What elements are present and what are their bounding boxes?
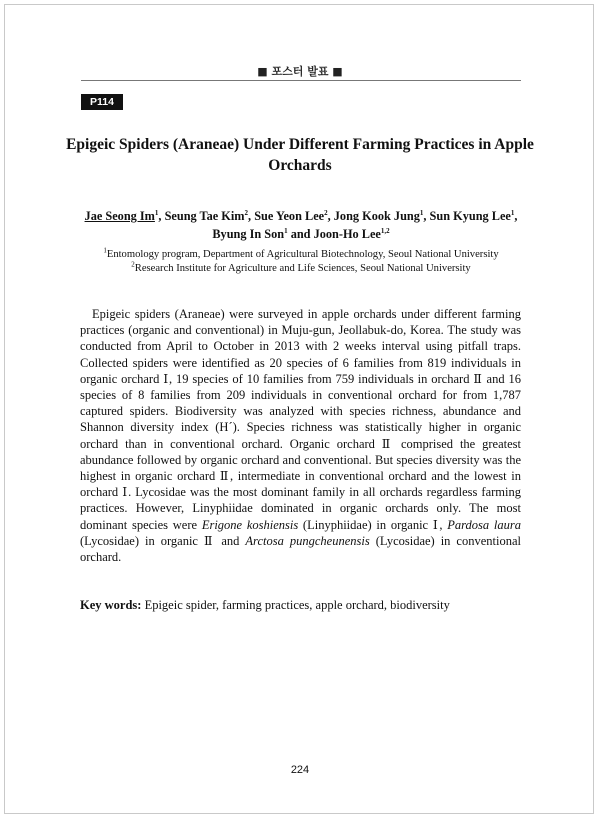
abstract-text: (Lycosidae) in conventional orchard. — [80, 533, 521, 565]
author-affiliation-marker: 1 — [284, 226, 288, 235]
author-name: Sue Yeon Lee — [254, 209, 325, 223]
author-list — [66, 207, 536, 243]
author-name: Seung Tae Kim — [164, 209, 245, 223]
paper-title: Epigeic Spiders (Araneae) Under Different Farming Practices in Apple Orchards — [66, 136, 534, 174]
poster-id-badge: P114 — [81, 94, 123, 110]
author-affiliation-marker: 2 — [324, 208, 328, 217]
abstract-text: (Linyphiidae) in organic Ⅰ, — [298, 517, 448, 532]
author-name: Jae Seong Im — [84, 209, 155, 223]
author-name: Byung In Son — [212, 227, 285, 241]
author-separator: and — [287, 227, 314, 241]
author-name: Joon-Ho Lee — [313, 227, 381, 241]
keywords-text: Epigeic spider, farming practices, apple orchard, biodiversity — [141, 598, 450, 612]
species-name: Arctosa pungcheunensis — [245, 533, 370, 548]
header-rule — [81, 80, 521, 81]
author-name: Sun Kyung Lee — [429, 209, 511, 223]
abstract-text: Epigeic spiders (Araneae) were surveyed in apple orchards under different farming practices (organic and conventional) in Muju-gun, Jeollabuk-do, Korea. The study was conducted from April to October in 2013 with 2 weeks interval using pitfall traps. Collected spiders were identified as 20 species of 6 families from 819 individuals in organic orchard Ⅰ, 19 species of 10 families from 759 individuals in orchard Ⅱ and 16 species of 8 families from 209 individuals in conventional orchard for from 1,787 captured spiders. Biodiversity was analyzed with species richness, abundance and Shannon diversity index (H´). Species richness was statistically higher in organic orchard than in conventional orchard. Organic orchard Ⅱ comprised the greatest abundance followed by organic orchard and conventional. But species diversity was the highest in organic orchard Ⅱ, intermediate in conventional orchard and the lowest in orchard Ⅰ. Lycosidae was the most dominant family in all orchards regardless farming practices. However, Linyphiidae dominated in organic orchards only. The most dominant species were — [80, 307, 521, 532]
affiliation-1-text: Entomology program, Department of Agricultural Biotechnology, Seoul National University — [106, 249, 499, 260]
keywords — [80, 597, 521, 613]
affiliation-2-text: Research Institute for Agriculture and Life Sciences, Seoul National University — [134, 263, 471, 274]
affiliation-1-marker: 1 — [103, 246, 107, 255]
author-separator: , — [423, 209, 430, 223]
author-affiliation-marker: 1 — [154, 208, 159, 217]
author-separator: , — [248, 209, 255, 223]
keywords-label: Key words: — [80, 598, 142, 612]
species-name: Pardosa laura — [447, 517, 521, 532]
author-affiliation-marker: 1 — [419, 208, 424, 217]
author-affiliation-marker: 1,2 — [380, 226, 390, 235]
abstract-body — [80, 306, 521, 565]
author-affiliation-marker: 1 — [510, 208, 515, 217]
species-name: Erigone koshiensis — [201, 517, 299, 532]
author-affiliation-marker: 2 — [244, 208, 249, 217]
author-name: Jong Kook Jung — [333, 209, 420, 223]
author-separator: , — [514, 209, 518, 223]
affiliation-2 — [66, 262, 536, 275]
abstract-text: (Lycosidae) in organic Ⅱ and — [80, 533, 246, 548]
affiliation-2-marker: 2 — [131, 260, 135, 269]
section-header: ■ 포스터 발표 ■ — [257, 65, 343, 78]
page-number: 224 — [290, 764, 310, 776]
affiliation-1 — [66, 248, 536, 261]
author-separator: , — [158, 209, 165, 223]
author-separator: , — [327, 209, 334, 223]
